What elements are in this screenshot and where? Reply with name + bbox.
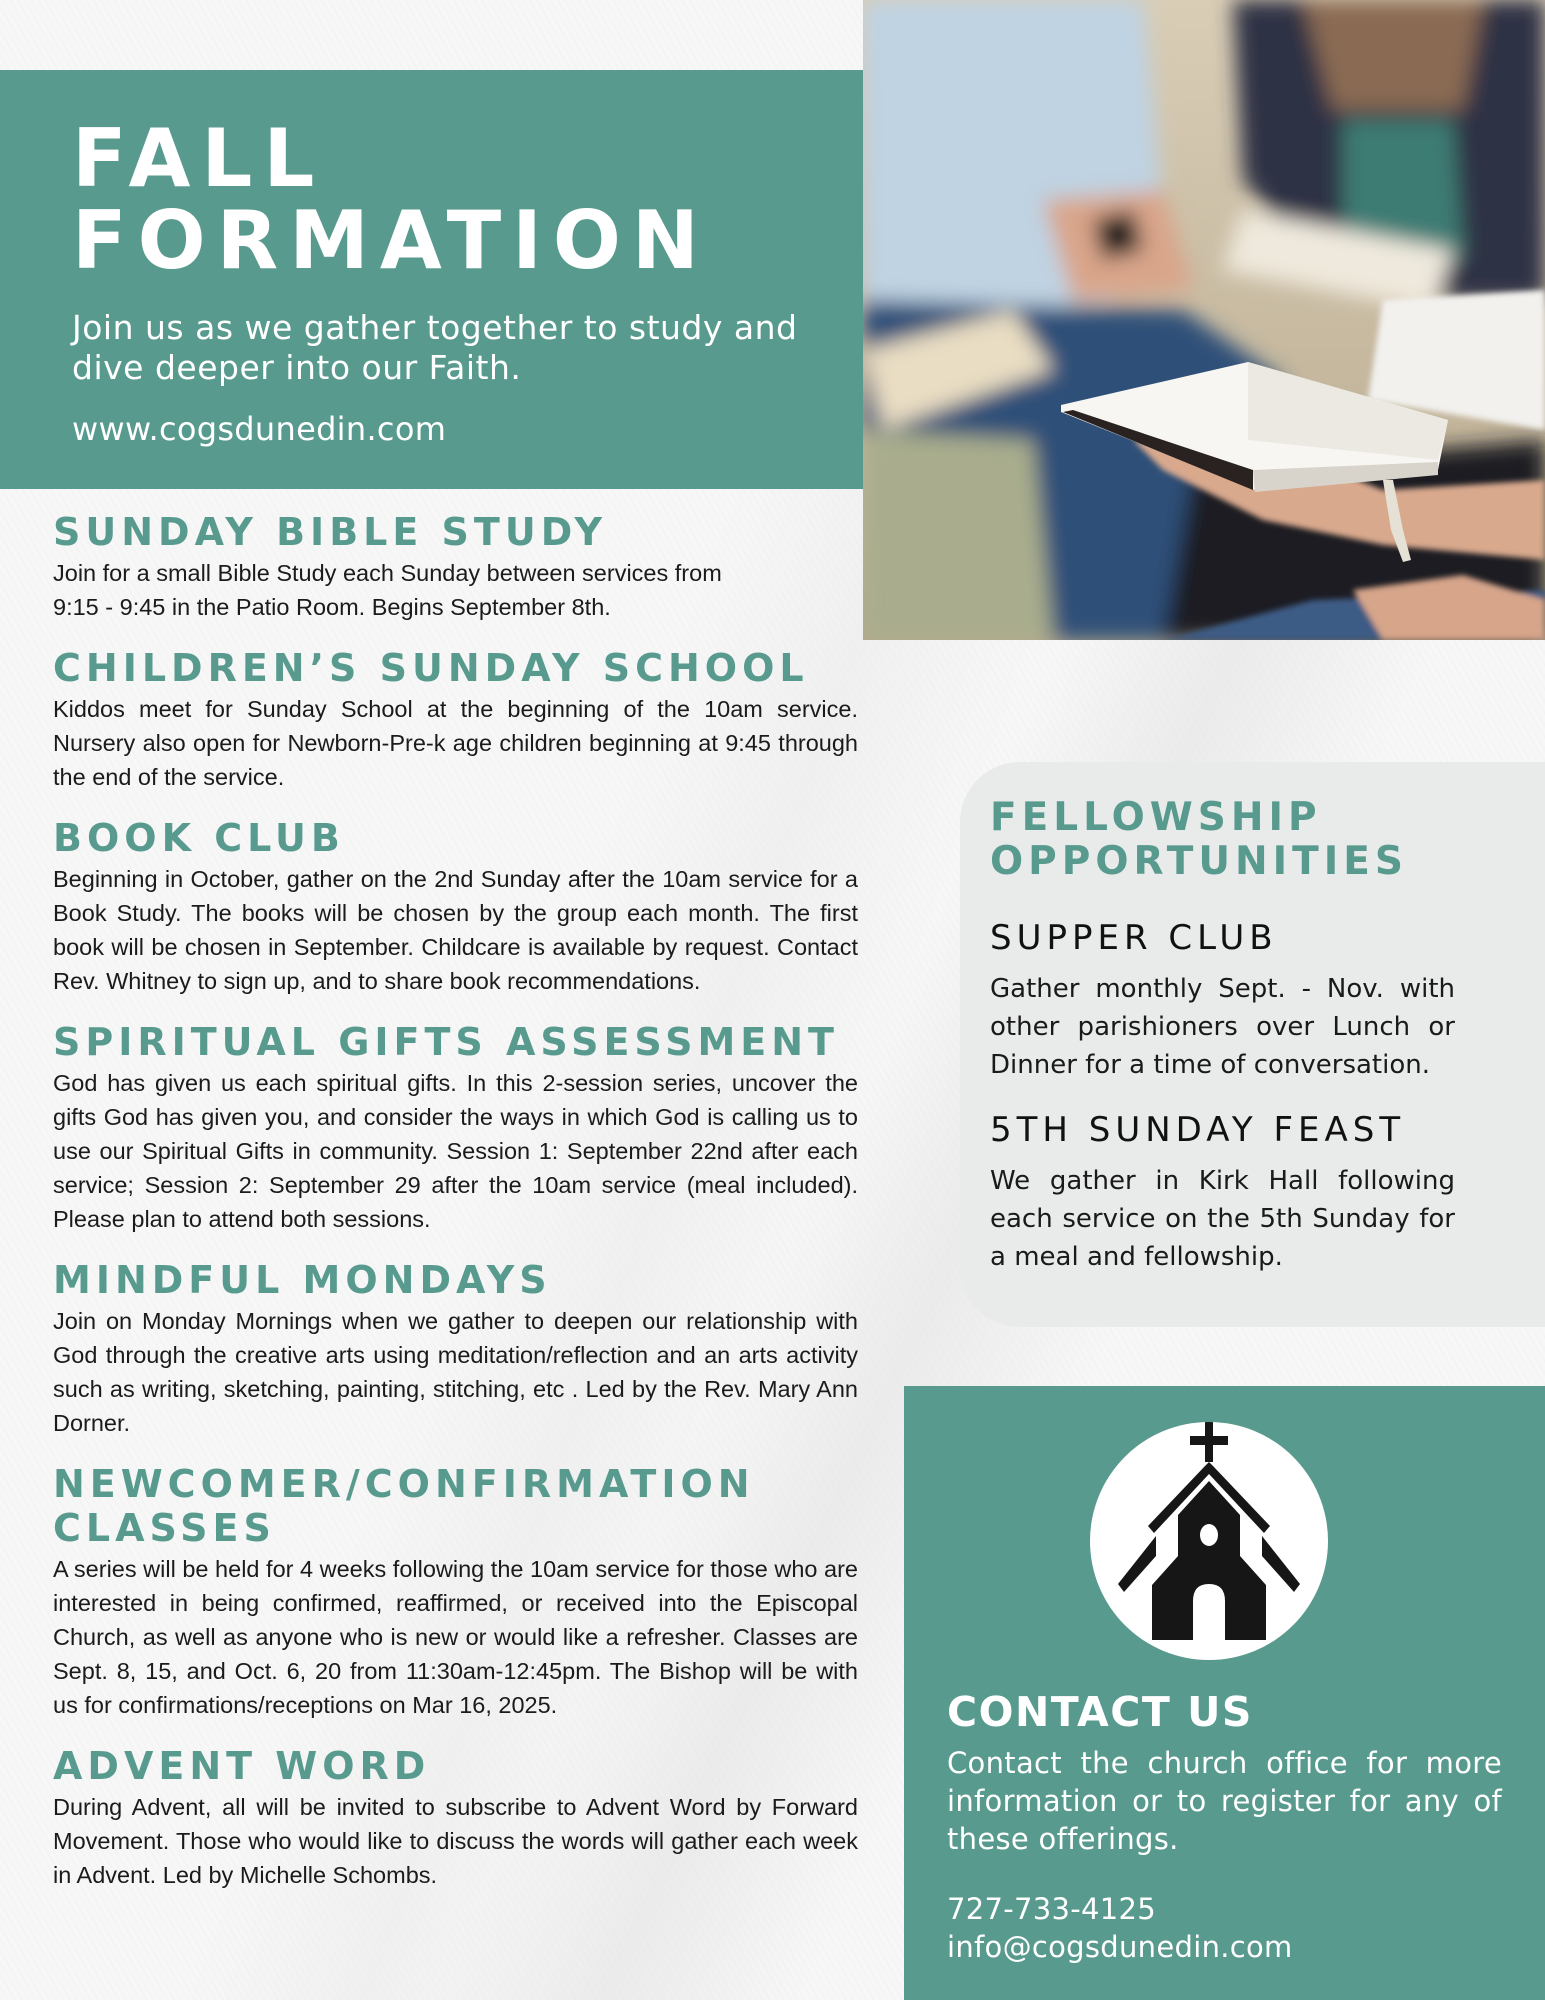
church-icon xyxy=(1090,1422,1328,1660)
title-line-1: FALL xyxy=(72,112,326,205)
fellowship-title-line-2: OPPORTUNITIES xyxy=(990,839,1409,884)
contact-panel xyxy=(904,1386,1545,2000)
supper-club-title: SUPPER CLUB xyxy=(990,918,1278,958)
section-title: NEWCOMER/CONFIRMATION CLASSES xyxy=(53,1462,755,1550)
section-title: SPIRITUAL GIFTS ASSESSMENT xyxy=(53,1020,839,1064)
fellowship-panel xyxy=(960,762,1545,1327)
section-body: A series will be held for 4 weeks following the 10am service for those who are interested in being confirmed, reaffirmed, or received into the Episcopal Church, as well as anyone who is new or would like a refresher. Classes are Sept. 8, 15, and Oct. 6, 20 from 11:30am-12:45pm. The Bishop will be with us for confirmations/receptions on Mar 16, 2025. xyxy=(53,1556,858,1718)
section-body: Beginning in October, gather on the 2nd Sunday after the 10am service for a Book Study. The books will be chosen by the group each month. The first book will be chosen in September. Childcare is available by request. Contact Rev. Whitney to sign up, and to share book recommendations. xyxy=(53,866,858,994)
contact-phone[interactable]: 727-733-4125 xyxy=(947,1892,1157,1926)
formation-sections xyxy=(53,510,858,1914)
section-title: SUNDAY BIBLE STUDY xyxy=(53,510,607,554)
page-title xyxy=(72,112,863,287)
bible-study-photo xyxy=(863,0,1545,640)
section-title: CHILDREN’S SUNDAY SCHOOL xyxy=(53,646,809,690)
fellowship-title-line-1: FELLOWSHIP xyxy=(990,795,1322,840)
contact-title: CONTACT US xyxy=(947,1688,1253,1736)
section-title: BOOK CLUB xyxy=(53,816,345,860)
section-spiritual-gifts-assessment xyxy=(53,1020,858,1236)
fellowship-title xyxy=(990,796,1505,884)
header-subtitle: Join us as we gather together to study and dive deeper into our Faith. xyxy=(72,308,798,387)
section-body: During Advent, all will be invited to subscribe to Advent Word by Forward Movement. Those who would like to discuss the words will gather each week in Advent. Led by Michelle Schombs. xyxy=(53,1794,858,1888)
section-body: God has given us each spiritual gifts. In this 2-session series, uncover the gifts God has given you, and consider the ways in which God is calling us to use our Spiritual Gifts in community. Session 1: September 22nd after each service; Session 2: September 29 after the 10am service (meal included). Please plan to attend both sessions. xyxy=(53,1070,858,1232)
section-title: ADVENT WORD xyxy=(53,1744,431,1788)
section-sunday-bible-study xyxy=(53,510,858,624)
section-body: Join for a small Bible Study each Sunday between services from 9:15 - 9:45 in the Patio Room. Begins September 8th. xyxy=(53,560,722,620)
fifth-sunday-feast-title: 5TH SUNDAY FEAST xyxy=(990,1110,1406,1150)
fifth-sunday-feast-body: We gather in Kirk Hall following each service on the 5th Sunday for a meal and fellowship. xyxy=(990,1166,1455,1272)
section-childrens-sunday-school xyxy=(53,646,858,794)
section-book-club xyxy=(53,816,858,998)
section-mindful-mondays xyxy=(53,1258,858,1440)
section-body: Kiddos meet for Sunday School at the beginning of the 10am service. Nursery also open for Newborn-Pre-k age children beginning at 9:45 through the end of the service. xyxy=(53,696,858,790)
section-body: Join on Monday Mornings when we gather to deepen our relationship with God through the creative arts using meditation/reflection and an arts activity such as writing, sketching, painting, stitching, etc . Led by the Rev. Mary Ann Dorner. xyxy=(53,1308,858,1436)
website-link[interactable]: www.cogsdunedin.com xyxy=(72,410,447,448)
header-banner xyxy=(0,70,863,489)
section-advent-word xyxy=(53,1744,858,1892)
contact-email[interactable]: info@cogsdunedin.com xyxy=(947,1930,1293,1964)
contact-body: Contact the church office for more information or to register for any of these offerings. xyxy=(947,1746,1502,1856)
title-line-2: FORMATION xyxy=(72,194,710,287)
section-newcomer-confirmation-classes xyxy=(53,1462,858,1722)
supper-club-body: Gather monthly Sept. - Nov. with other parishioners over Lunch or Dinner for a time of conversation. xyxy=(990,974,1455,1080)
section-title: MINDFUL MONDAYS xyxy=(53,1258,552,1302)
